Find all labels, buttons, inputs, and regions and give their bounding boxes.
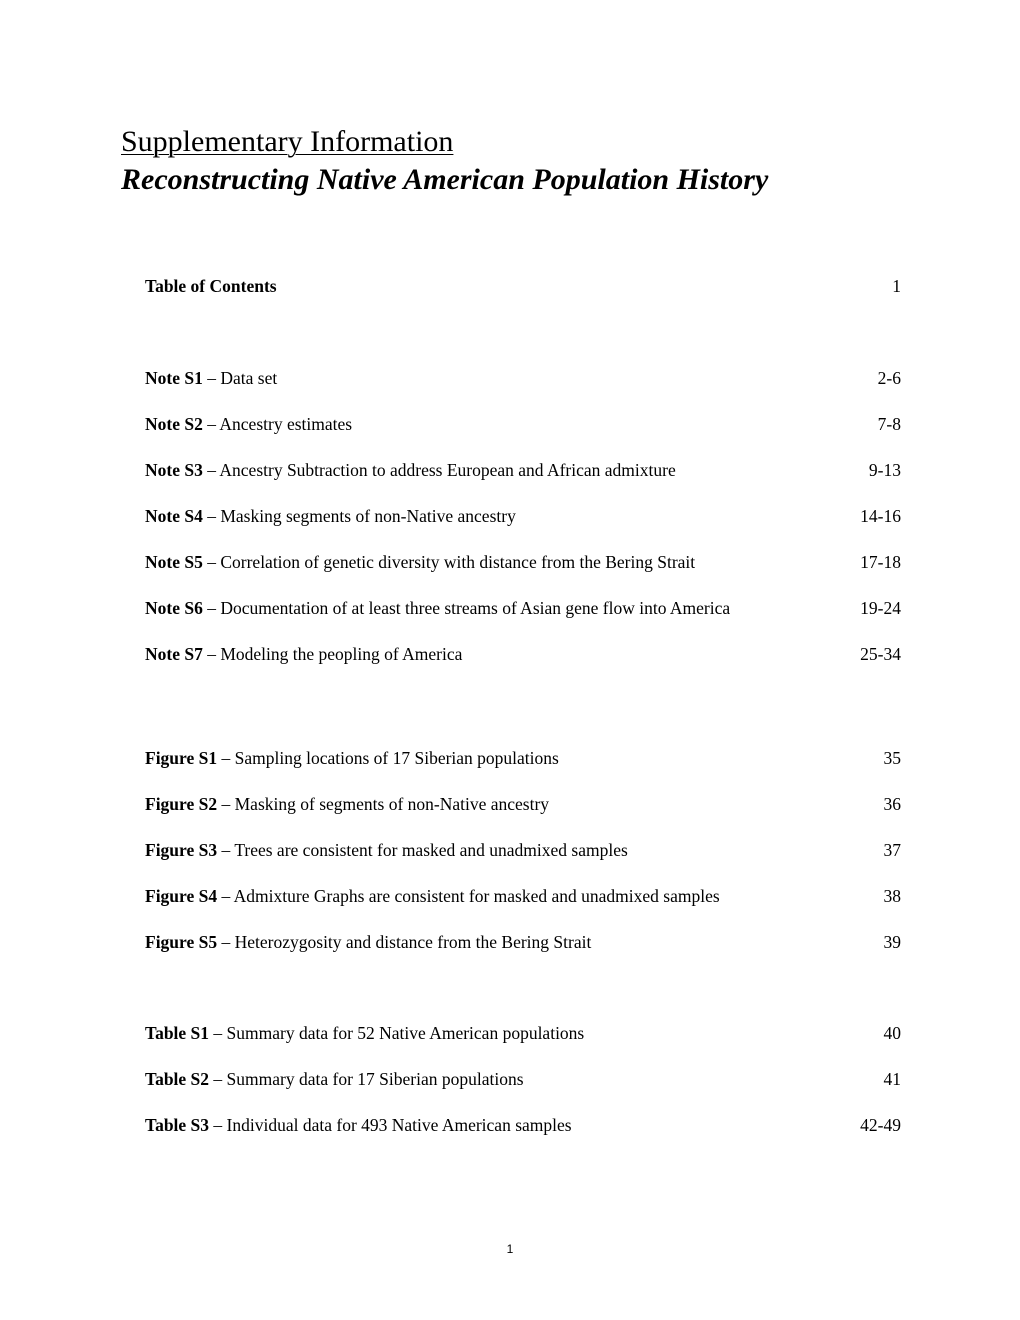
entry-text: Documentation of at least three streams of Asian gene flow into America	[220, 598, 731, 618]
toc-entry-figure-s3	[145, 838, 901, 862]
entry-text: Sampling locations of 17 Siberian populations	[234, 748, 559, 768]
entry-text: Summary data for 52 Native American populations	[226, 1023, 585, 1043]
entry-id: Figure S5	[145, 932, 218, 952]
entry-page: 7-8	[877, 414, 901, 434]
entry-page: 25-34	[860, 644, 901, 664]
entry-page: 42-49	[860, 1115, 901, 1135]
entry-page: 40	[883, 1023, 901, 1043]
entry-separator: –	[202, 414, 220, 434]
toc-header	[145, 274, 901, 298]
entry-separator: –	[217, 840, 235, 860]
entry-text: Correlation of genetic diversity with distance from the Bering Strait	[220, 552, 696, 572]
entry-page: 37	[883, 840, 901, 860]
entry-id: Note S7	[145, 644, 203, 664]
toc-entry-note-s6	[145, 596, 901, 620]
toc-entry-note-s5	[145, 550, 901, 574]
entry-text: Trees are consistent for masked and unadmixed samples	[234, 840, 628, 860]
toc-entry-table-s3	[145, 1113, 901, 1137]
toc-entry-figure-s5	[145, 930, 901, 954]
entry-page: 9-13	[868, 460, 901, 480]
toc-entry-note-s7	[145, 642, 901, 666]
entry-separator: –	[217, 932, 235, 952]
entry-page: 17-18	[860, 552, 901, 572]
entry-separator: –	[202, 506, 221, 526]
entry-separator: –	[209, 1023, 227, 1043]
entry-text: Masking segments of non-Native ancestry	[220, 506, 516, 526]
entry-page: 14-16	[860, 506, 901, 526]
entry-page: 19-24	[860, 598, 901, 618]
toc-header-page: 1	[892, 276, 901, 296]
entry-separator: –	[217, 886, 234, 906]
entry-id: Note S3	[145, 460, 203, 480]
entry-id: Figure S1	[145, 748, 218, 768]
entry-separator: –	[209, 1069, 227, 1089]
entry-id: Table S2	[145, 1069, 210, 1089]
toc-entry-note-s4	[145, 504, 901, 528]
toc-entry-note-s3	[145, 458, 901, 482]
entry-id: Note S1	[145, 368, 203, 388]
entry-id: Table S1	[145, 1023, 210, 1043]
entry-page: 2-6	[877, 368, 901, 388]
entry-page: 39	[883, 932, 901, 952]
entry-id: Note S2	[145, 414, 203, 434]
toc-entry-figure-s2	[145, 792, 901, 816]
entry-text: Individual data for 493 Native American samples	[226, 1115, 572, 1135]
toc-entry-table-s2	[145, 1067, 901, 1091]
entry-id: Figure S4	[145, 886, 218, 906]
supplement-heading: Supplementary Information	[121, 125, 454, 158]
entry-id: Note S5	[145, 552, 203, 572]
entry-separator: –	[209, 1115, 227, 1135]
toc-entry-note-s2	[145, 412, 901, 436]
entry-id: Figure S3	[145, 840, 218, 860]
paper-title: Reconstructing Native American Population History	[121, 163, 769, 196]
entry-id: Note S6	[145, 598, 203, 618]
entry-separator: –	[217, 794, 235, 814]
entry-text: Admixture Graphs are consistent for masked and unadmixed samples	[233, 886, 720, 906]
entry-page: 38	[883, 886, 901, 906]
entry-separator: –	[202, 644, 221, 664]
toc-entry-figure-s1	[145, 746, 901, 770]
entry-text: Masking of segments of non-Native ancestry	[234, 794, 550, 814]
toc-entry-table-s1	[145, 1021, 901, 1045]
entry-id: Note S4	[145, 506, 203, 526]
toc-entry-note-s1	[145, 366, 901, 390]
entry-page: 36	[883, 794, 901, 814]
entry-text: Data set	[220, 368, 278, 388]
entry-id: Table S3	[145, 1115, 210, 1135]
entry-text: Ancestry estimates	[219, 414, 353, 434]
entry-text: Modeling the peopling of America	[220, 644, 463, 664]
entry-separator: –	[202, 368, 221, 388]
entry-page: 41	[883, 1069, 901, 1089]
toc-header-label: Table of Contents	[145, 276, 277, 296]
entry-separator: –	[202, 552, 221, 572]
page-number: 1	[506, 1242, 514, 1256]
entry-separator: –	[217, 748, 235, 768]
entry-separator: –	[202, 460, 220, 480]
entry-separator: –	[202, 598, 221, 618]
entry-page: 35	[883, 748, 901, 768]
toc-entry-figure-s4	[145, 884, 901, 908]
entry-id: Figure S2	[145, 794, 218, 814]
entry-text: Heterozygosity and distance from the Bering Strait	[234, 932, 592, 952]
entry-text: Ancestry Subtraction to address European and African admixture	[219, 460, 676, 480]
entry-text: Summary data for 17 Siberian populations	[226, 1069, 524, 1089]
